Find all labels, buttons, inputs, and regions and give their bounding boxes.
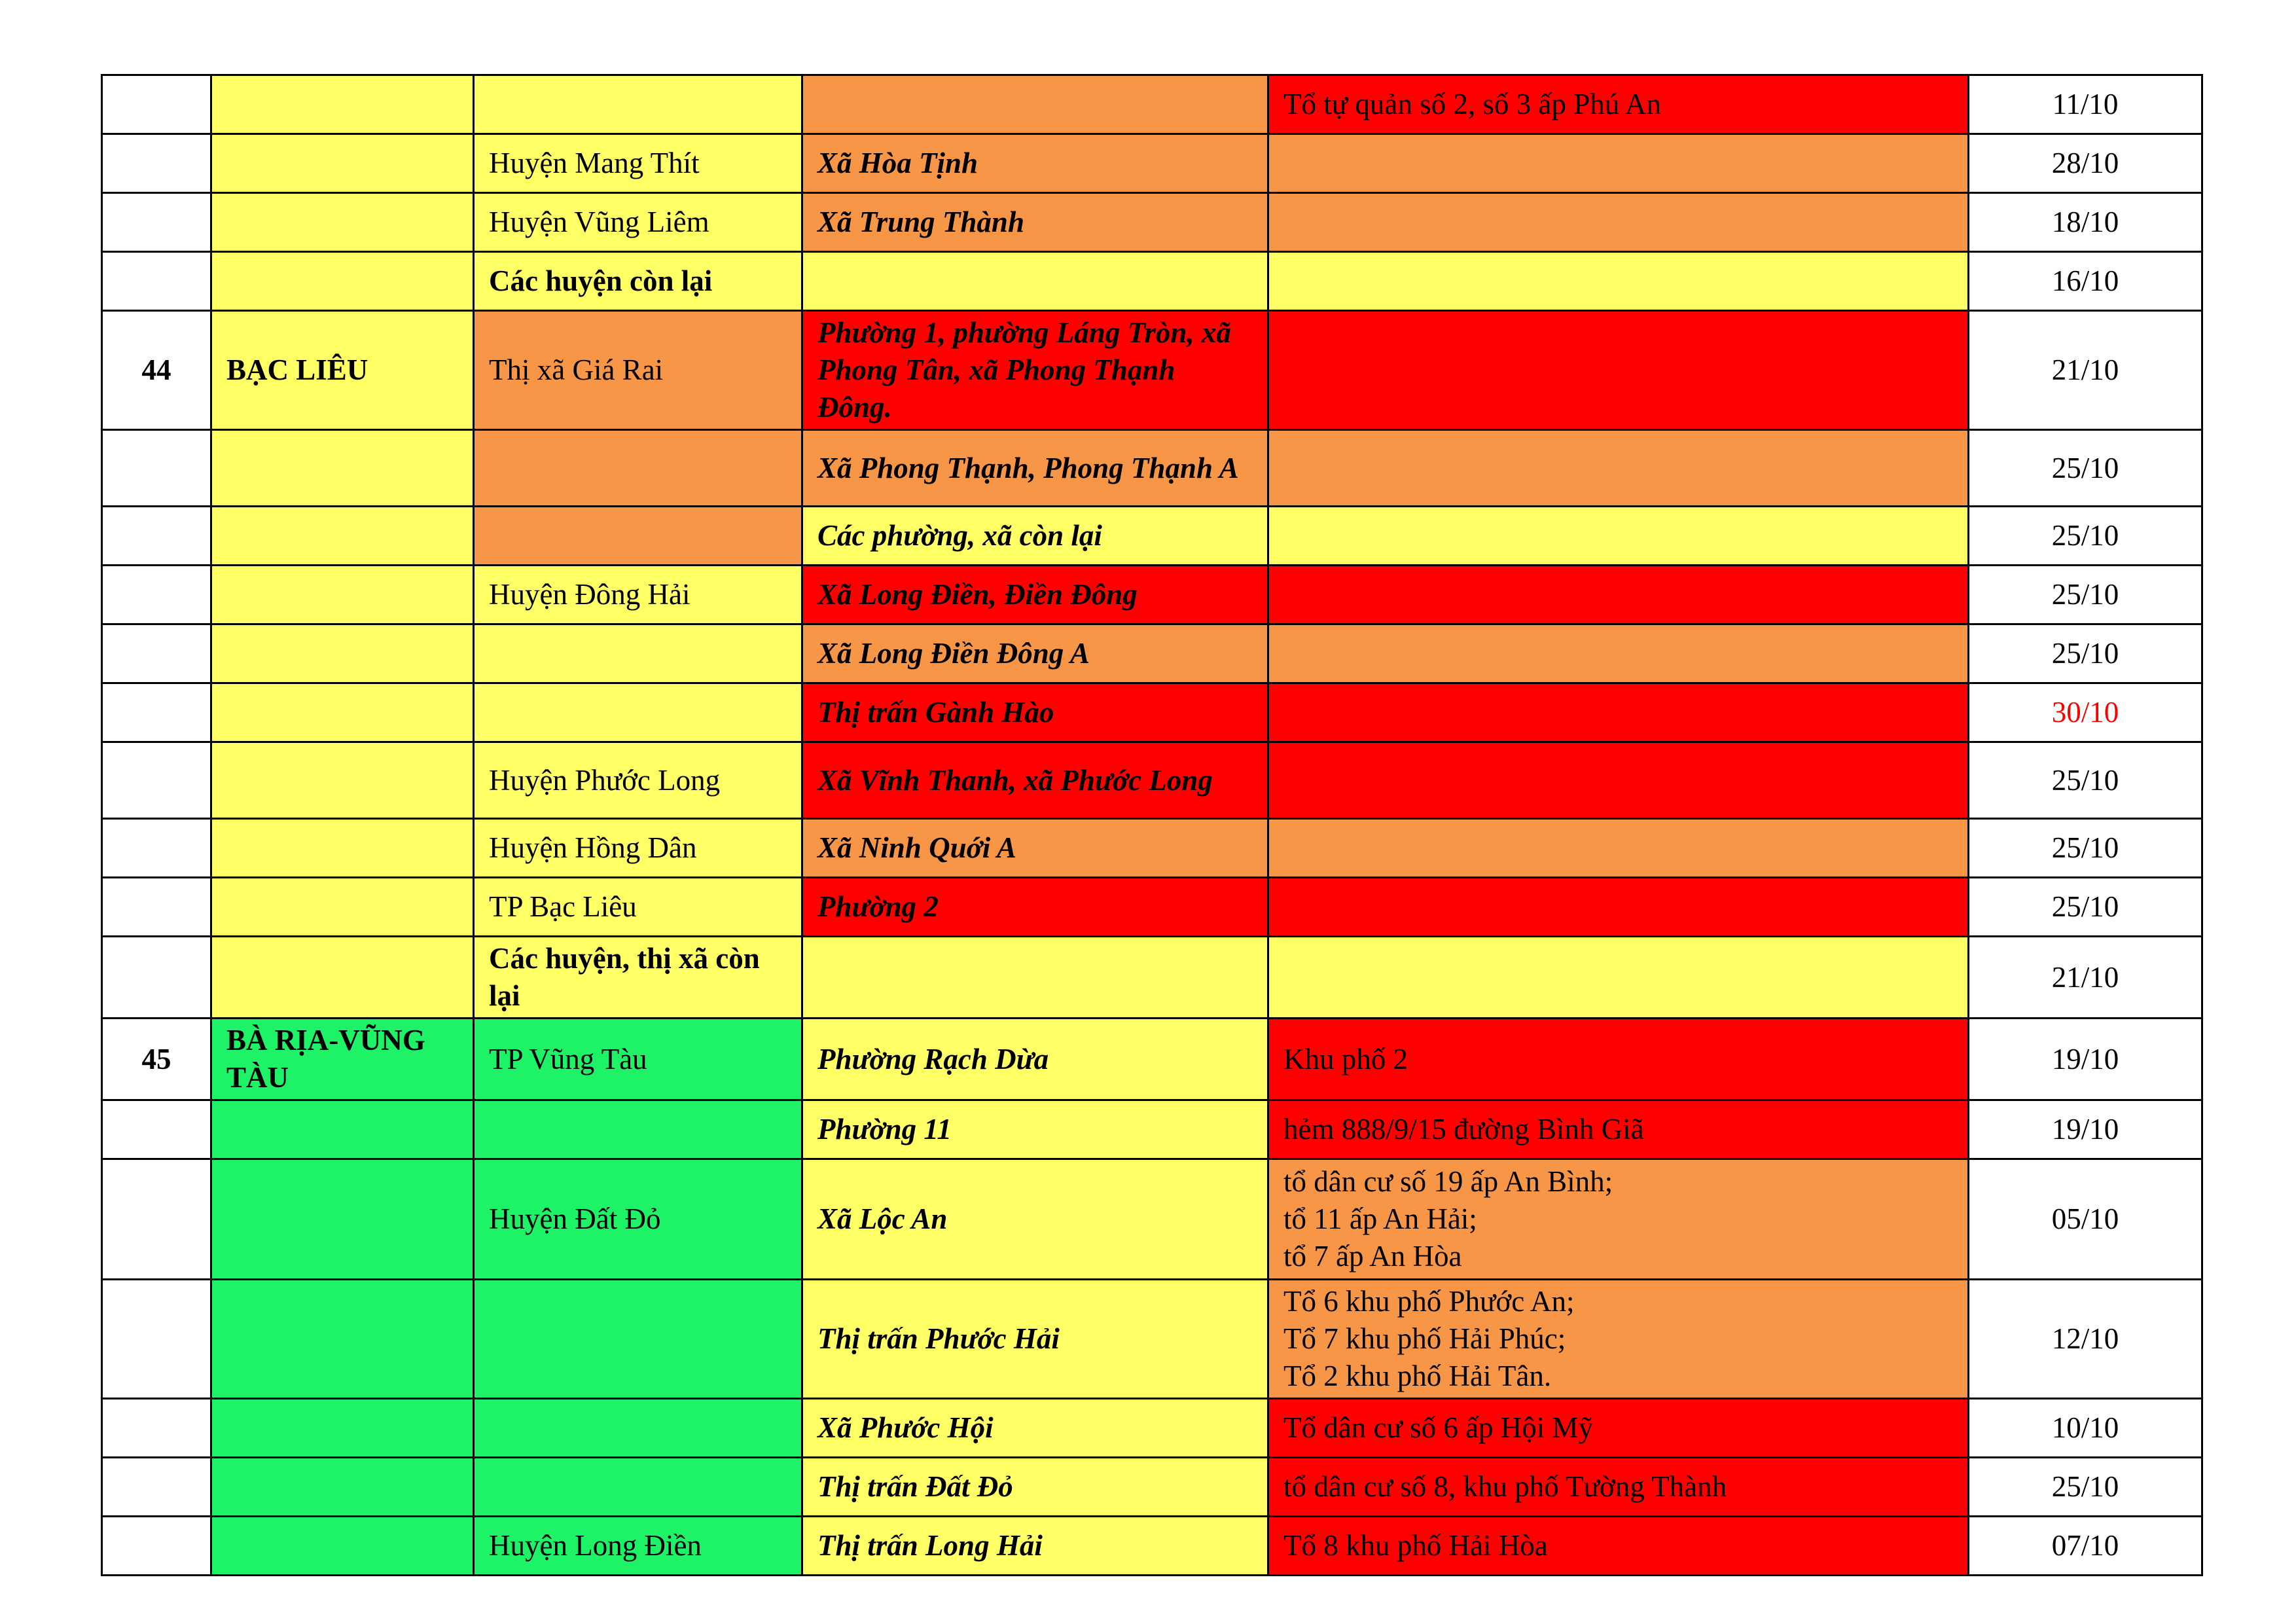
table-row <box>102 878 2202 937</box>
table-row <box>102 507 2202 566</box>
detail-cell <box>1268 1159 1969 1280</box>
detail-line: Tổ 2 khu phố Hải Tân. <box>1283 1360 1552 1392</box>
detail-cell <box>1268 252 1969 311</box>
table-row <box>102 1019 2202 1100</box>
commune-cell <box>802 75 1268 134</box>
detail-line: tổ dân cư số 19 ấp An Bình; <box>1283 1165 1613 1198</box>
table-row <box>102 1458 2202 1517</box>
detail-cell <box>1268 1280 1969 1399</box>
date-cell: 25/10 <box>1969 1458 2202 1517</box>
date-cell: 25/10 <box>1969 507 2202 566</box>
commune-cell: Thị trấn Gành Hào <box>802 683 1268 742</box>
district-cell: Thị xã Giá Rai <box>474 311 802 430</box>
district-cell: Các huyện, thị xã còn lại <box>474 937 802 1019</box>
table-row <box>102 742 2202 819</box>
district-cell <box>474 683 802 742</box>
stt-cell <box>102 1399 211 1458</box>
date-cell: 16/10 <box>1969 252 2202 311</box>
date-cell: 05/10 <box>1969 1159 2202 1280</box>
detail-line: Tổ 7 khu phố Hải Phúc; <box>1283 1322 1566 1355</box>
detail-line: tổ 11 ấp An Hải; <box>1283 1202 1477 1235</box>
table-row <box>102 937 2202 1019</box>
province-cell <box>211 1399 474 1458</box>
commune-cell: Thị trấn Đất Đỏ <box>802 1458 1268 1517</box>
stt-cell <box>102 742 211 819</box>
table-row <box>102 683 2202 742</box>
province-cell <box>211 1517 474 1576</box>
commune-cell: Xã Phước Hội <box>802 1399 1268 1458</box>
district-cell: Huyện Vũng Liêm <box>474 193 802 252</box>
province-cell <box>211 742 474 819</box>
commune-cell: Phường Rạch Dừa <box>802 1019 1268 1100</box>
stt-cell <box>102 430 211 507</box>
province-cell <box>211 819 474 878</box>
district-cell <box>474 75 802 134</box>
stt-cell <box>102 507 211 566</box>
commune-cell: Xã Trung Thành <box>802 193 1268 252</box>
detail-line: Tổ 6 khu phố Phước An; <box>1283 1285 1575 1318</box>
commune-cell: Xã Long Điền, Điền Đông <box>802 566 1268 624</box>
district-cell: Huyện Phước Long <box>474 742 802 819</box>
district-cell: Huyện Đất Đỏ <box>474 1159 802 1280</box>
detail-cell: tổ dân cư số 8, khu phố Tường Thành <box>1268 1458 1969 1517</box>
table-row <box>102 1517 2202 1576</box>
table-row <box>102 311 2202 430</box>
date-cell: 25/10 <box>1969 742 2202 819</box>
province-cell <box>211 1458 474 1517</box>
detail-cell: Khu phố 2 <box>1268 1019 1969 1100</box>
province-cell <box>211 75 474 134</box>
commune-cell: Thị trấn Long Hải <box>802 1517 1268 1576</box>
detail-cell: Tổ dân cư số 6 ấp Hội Mỹ <box>1268 1399 1969 1458</box>
detail-cell <box>1268 937 1969 1019</box>
stt-cell <box>102 1280 211 1399</box>
commune-cell: Xã Long Điền Đông A <box>802 624 1268 683</box>
date-cell: 21/10 <box>1969 937 2202 1019</box>
district-cell: Huyện Long Điền <box>474 1517 802 1576</box>
stt-cell <box>102 252 211 311</box>
district-cell <box>474 507 802 566</box>
detail-cell <box>1268 683 1969 742</box>
detail-cell: Tổ tự quản số 2, số 3 ấp Phú An <box>1268 75 1969 134</box>
stt-cell <box>102 75 211 134</box>
stt-cell <box>102 1458 211 1517</box>
detail-cell <box>1268 742 1969 819</box>
district-cell <box>474 1399 802 1458</box>
date-cell: 19/10 <box>1969 1019 2202 1100</box>
stt-cell <box>102 819 211 878</box>
covid-zone-table <box>101 74 2203 1576</box>
date-cell: 28/10 <box>1969 134 2202 193</box>
commune-cell: Phường 2 <box>802 878 1268 937</box>
detail-cell: hẻm 888/9/15 đường Bình Giã <box>1268 1100 1969 1159</box>
province-cell <box>211 134 474 193</box>
date-cell: 19/10 <box>1969 1100 2202 1159</box>
detail-cell <box>1268 193 1969 252</box>
detail-cell <box>1268 624 1969 683</box>
province-cell <box>211 252 474 311</box>
commune-cell: Thị trấn Phước Hải <box>802 1280 1268 1399</box>
date-cell: 21/10 <box>1969 311 2202 430</box>
table-row <box>102 75 2202 134</box>
province-cell <box>211 566 474 624</box>
province-cell <box>211 507 474 566</box>
district-cell <box>474 430 802 507</box>
table-row <box>102 1399 2202 1458</box>
date-cell: 12/10 <box>1969 1280 2202 1399</box>
commune-cell: Xã Hòa Tịnh <box>802 134 1268 193</box>
date-cell: 25/10 <box>1969 624 2202 683</box>
commune-cell <box>802 937 1268 1019</box>
date-cell: 25/10 <box>1969 566 2202 624</box>
stt-cell <box>102 683 211 742</box>
district-cell <box>474 1100 802 1159</box>
province-cell <box>211 878 474 937</box>
district-cell <box>474 1458 802 1517</box>
commune-cell: Xã Lộc An <box>802 1159 1268 1280</box>
province-cell <box>211 430 474 507</box>
date-cell: 11/10 <box>1969 75 2202 134</box>
detail-cell <box>1268 507 1969 566</box>
commune-cell: Xã Phong Thạnh, Phong Thạnh A <box>802 430 1268 507</box>
district-cell: Huyện Hồng Dân <box>474 819 802 878</box>
commune-cell <box>802 252 1268 311</box>
district-cell: Huyện Đông Hải <box>474 566 802 624</box>
stt-cell <box>102 878 211 937</box>
detail-line: tổ 7 ấp An Hòa <box>1283 1240 1462 1272</box>
commune-cell: Xã Ninh Quới A <box>802 819 1268 878</box>
date-cell: 18/10 <box>1969 193 2202 252</box>
table-row <box>102 624 2202 683</box>
commune-cell: Xã Vĩnh Thanh, xã Phước Long <box>802 742 1268 819</box>
detail-cell: Tổ 8 khu phố Hải Hòa <box>1268 1517 1969 1576</box>
date-cell: 25/10 <box>1969 878 2202 937</box>
detail-cell <box>1268 566 1969 624</box>
table-row <box>102 1159 2202 1280</box>
table-row <box>102 193 2202 252</box>
stt-cell <box>102 1100 211 1159</box>
stt-cell <box>102 1159 211 1280</box>
detail-cell <box>1268 878 1969 937</box>
table-row <box>102 1280 2202 1399</box>
date-cell: 10/10 <box>1969 1399 2202 1458</box>
district-cell: Huyện Mang Thít <box>474 134 802 193</box>
detail-cell <box>1268 311 1969 430</box>
district-cell <box>474 1280 802 1399</box>
province-cell <box>211 937 474 1019</box>
date-cell: 25/10 <box>1969 819 2202 878</box>
detail-cell <box>1268 430 1969 507</box>
province-cell: BẠC LIÊU <box>211 311 474 430</box>
district-cell: Các huyện còn lại <box>474 252 802 311</box>
table-body <box>102 75 2202 1576</box>
date-cell: 07/10 <box>1969 1517 2202 1576</box>
district-cell <box>474 624 802 683</box>
table-row <box>102 252 2202 311</box>
stt-cell: 45 <box>102 1019 211 1100</box>
detail-cell <box>1268 819 1969 878</box>
province-cell: BÀ RỊA-VŨNG TÀU <box>211 1019 474 1100</box>
table-row <box>102 819 2202 878</box>
province-cell <box>211 193 474 252</box>
date-cell: 25/10 <box>1969 430 2202 507</box>
stt-cell <box>102 1517 211 1576</box>
province-cell <box>211 1100 474 1159</box>
stt-cell <box>102 937 211 1019</box>
province-cell <box>211 683 474 742</box>
province-cell <box>211 1280 474 1399</box>
detail-cell <box>1268 134 1969 193</box>
stt-cell <box>102 193 211 252</box>
stt-cell <box>102 624 211 683</box>
province-cell <box>211 624 474 683</box>
stt-cell <box>102 134 211 193</box>
stt-cell: 44 <box>102 311 211 430</box>
date-cell: 30/10 <box>1969 683 2202 742</box>
commune-cell: Phường 1, phường Láng Tròn, xã Phong Tân, xã Phong Thạnh Đông. <box>802 311 1268 430</box>
stt-cell <box>102 566 211 624</box>
table-row <box>102 430 2202 507</box>
commune-cell: Các phường, xã còn lại <box>802 507 1268 566</box>
table-row <box>102 566 2202 624</box>
district-cell: TP Vũng Tàu <box>474 1019 802 1100</box>
table-row <box>102 134 2202 193</box>
commune-cell: Phường 11 <box>802 1100 1268 1159</box>
table-row <box>102 1100 2202 1159</box>
province-cell <box>211 1159 474 1280</box>
district-cell: TP Bạc Liêu <box>474 878 802 937</box>
